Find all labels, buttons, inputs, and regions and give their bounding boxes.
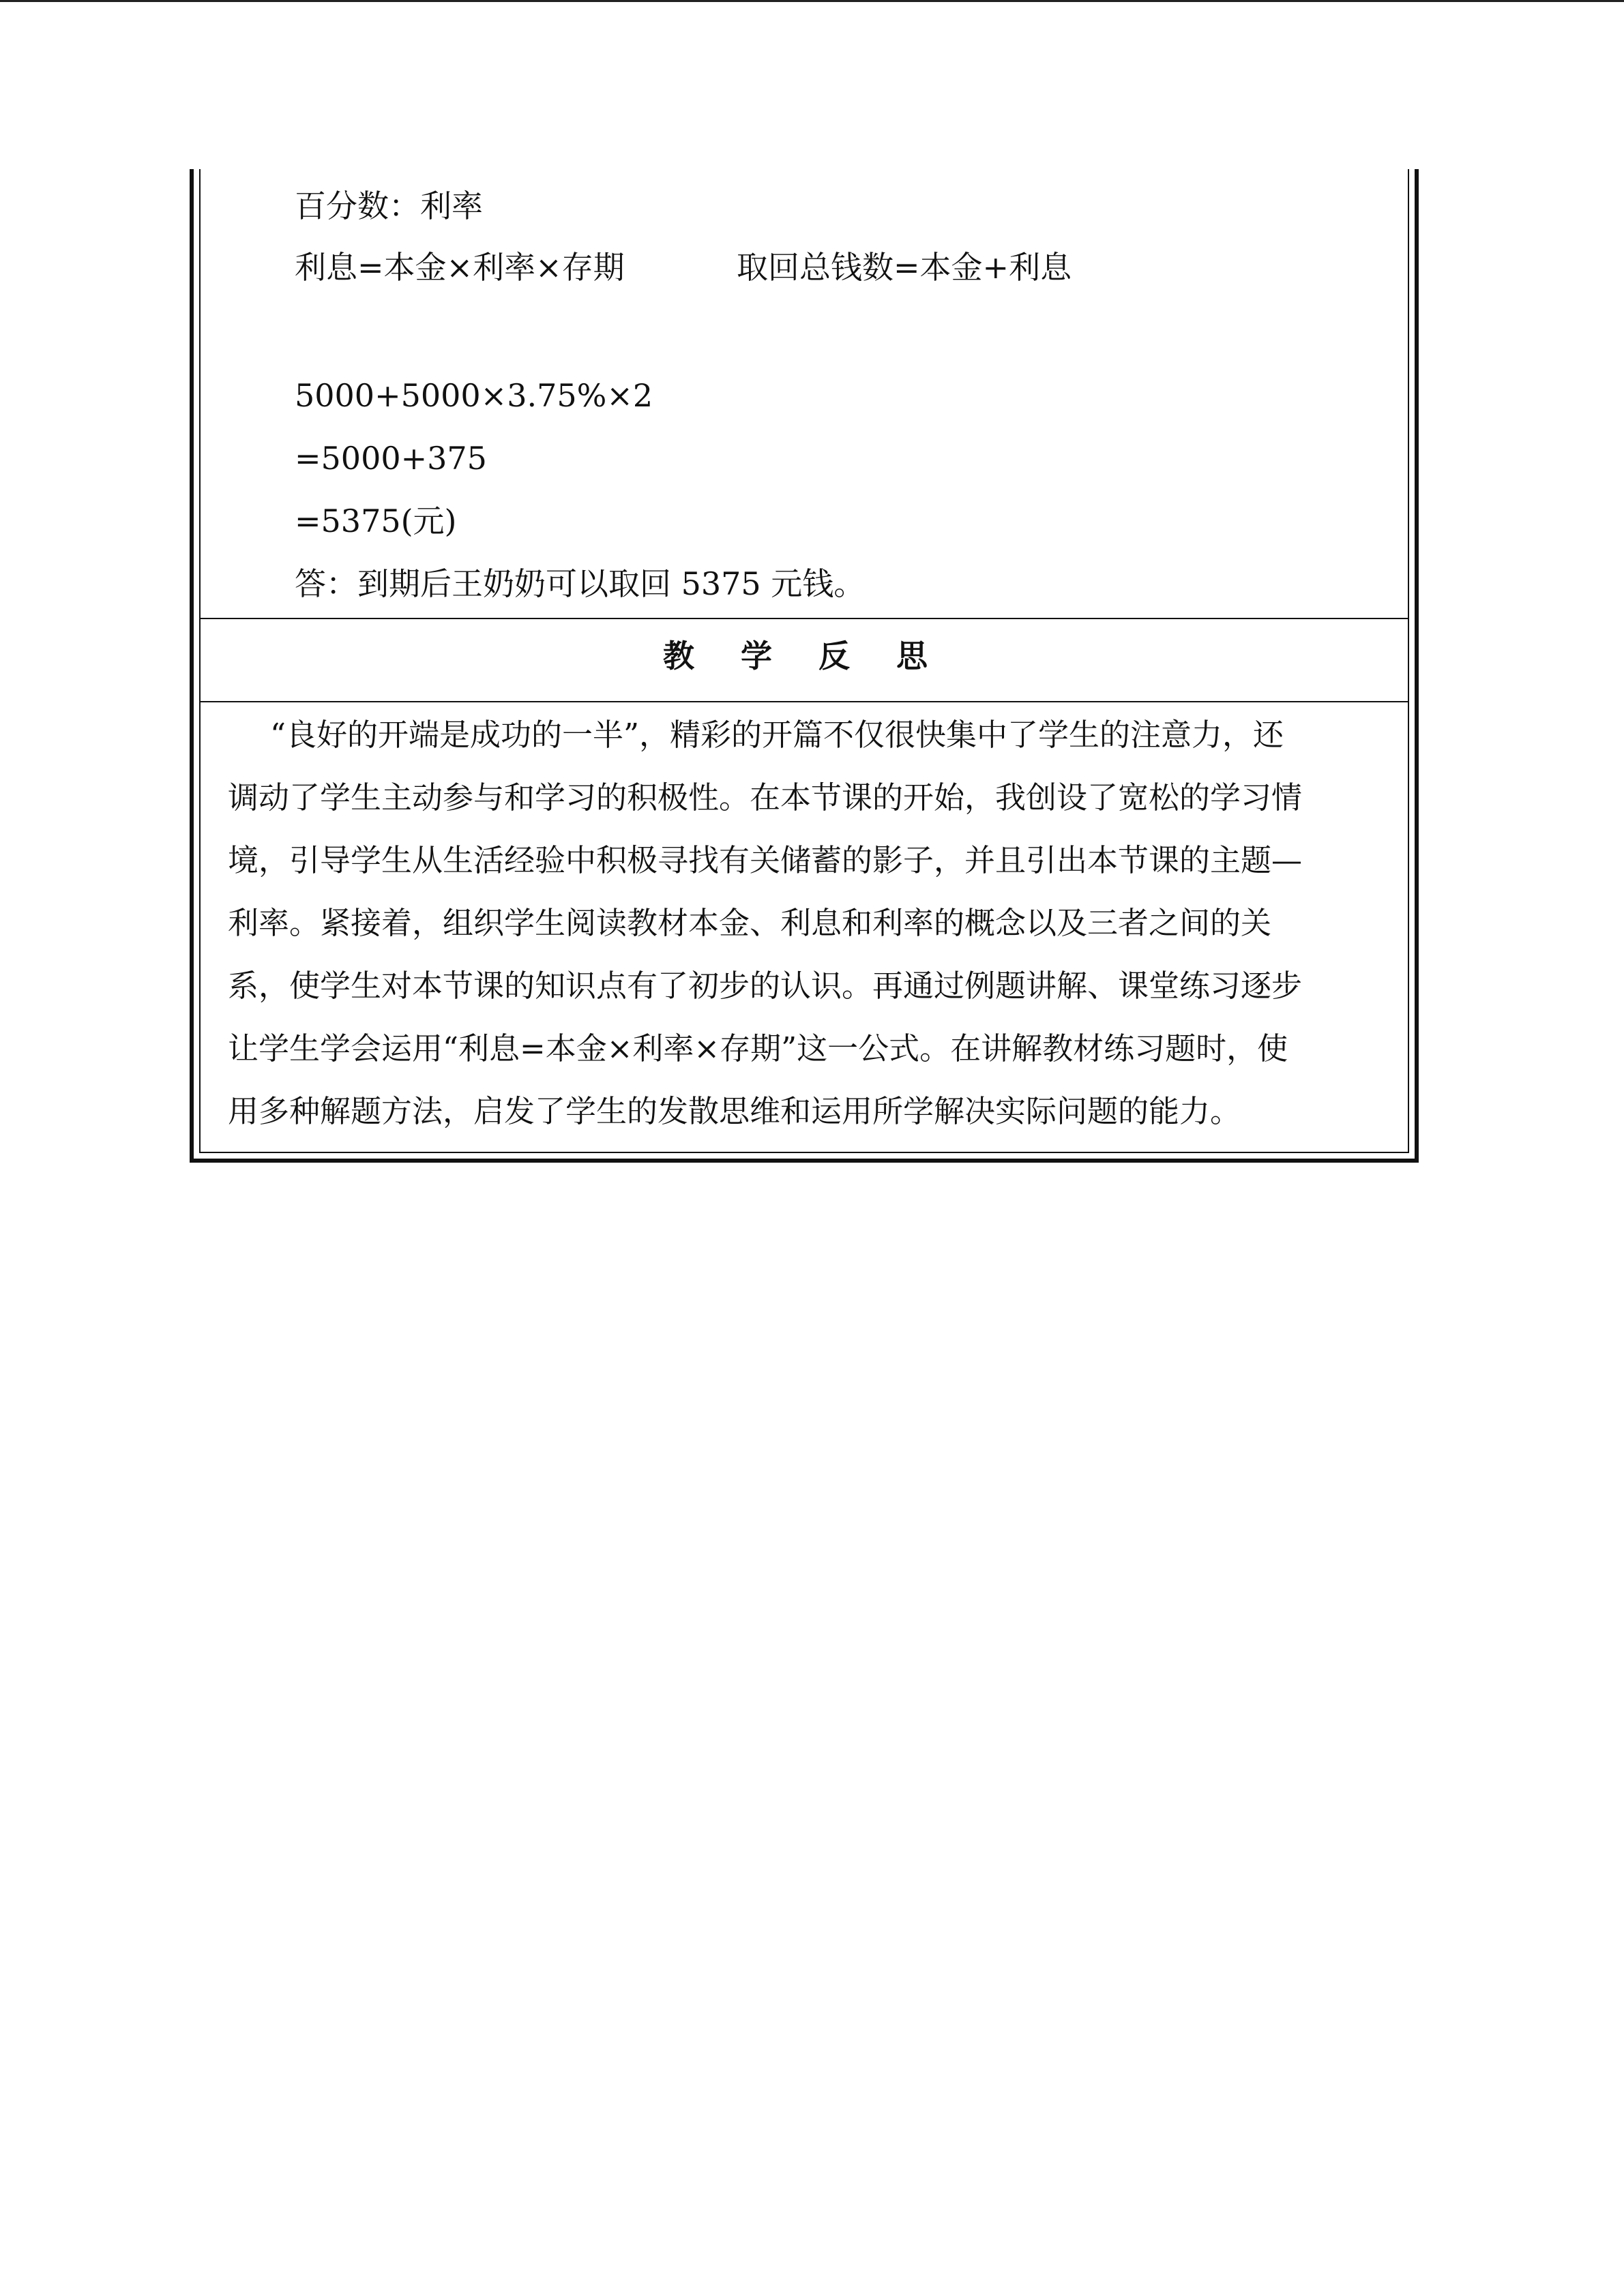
reflection-line-7: 用多种解题方法，启发了学生的发散思维和运用所学解决实际问题的能力。 [228,1093,1241,1129]
reflection-line-6: 让学生学会运用“利息=本金×利率×存期”这一公式。在讲解教材练习题时，使 [228,1030,1288,1067]
total-amount-formula-line: 取回总钱数=本金+利息 [737,249,1072,286]
reflection-line-5: 系，使学生对本节课的知识点有了初步的认识。再通过例题讲解、课堂练习逐步 [228,968,1303,1004]
page-top-rule [0,0,1624,2]
reflection-line-3: 境，引导学生从生活经验中积极寻找有关储蓄的影子，并且引出本节课的主题— [228,842,1303,878]
reflection-line-4: 利率。紧接着，组织学生阅读教材本金、利息和利率的概念以及三者之间的关 [228,905,1272,941]
calculation-step-3: =5375(元) [295,503,457,539]
answer-line: 答：到期后王奶奶可以取回 5375 元钱。 [295,565,866,602]
interest-formula-line: 利息=本金×利率×存期 [295,249,625,286]
calculation-step-2: =5000+375 [295,440,487,477]
heading-divider [201,701,1408,702]
calculation-step-1: 5000+5000×3.75%×2 [295,377,653,414]
section-divider [201,618,1408,619]
reflection-heading: 教 学 反 思 [662,638,946,674]
reflection-line-1: “良好的开端是成功的一半”，精彩的开篇不仅很快集中了学生的注意力，还 [270,717,1284,753]
lesson-plan-table [190,169,1419,1163]
percent-rate-line: 百分数：利率 [295,188,483,224]
reflection-line-2: 调动了学生主动参与和学习的积极性。在本节课的开始，我创设了宽松的学习情 [228,779,1303,816]
